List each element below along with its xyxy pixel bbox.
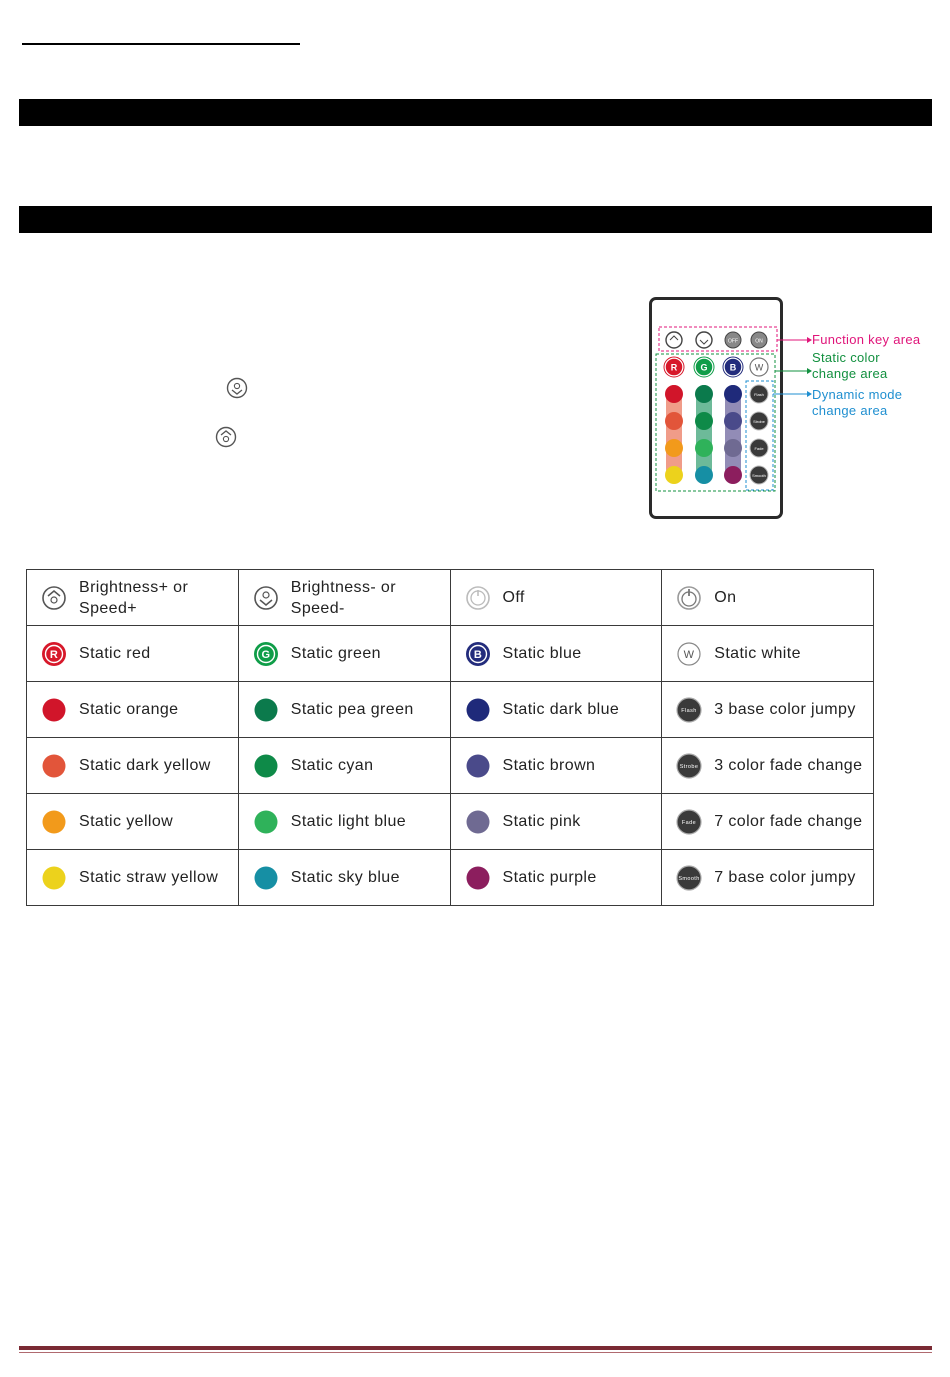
section-bar-2 [19, 206, 932, 233]
color-dot-icon [41, 865, 67, 891]
legend-label: Brightness- or Speed- [290, 578, 396, 617]
svg-text:W: W [683, 648, 695, 661]
legend-label: 3 base color jumpy [714, 701, 856, 718]
legend-cell [450, 738, 662, 794]
remote-r-label: R [670, 362, 678, 373]
legend-cell [238, 570, 450, 626]
green-g-icon [253, 641, 279, 667]
legend-label: Static cyan [290, 757, 374, 774]
legend-label: 7 base color jumpy [714, 869, 856, 886]
brightness-up-icon [41, 585, 67, 611]
svg-text:Smooth: Smooth [678, 875, 700, 882]
legend-cell [662, 570, 874, 626]
remote-key-yellow [665, 439, 683, 457]
remote-key-light-blue [695, 439, 713, 457]
strobe-icon [676, 753, 702, 779]
color-dot-icon [465, 809, 491, 835]
function-key-area-label: Function key area [812, 332, 921, 347]
legend-label: Static yellow [79, 813, 174, 830]
legend-label: Static light blue [290, 813, 407, 830]
legend-cell [450, 570, 662, 626]
brightness-up-inline-icon [215, 426, 237, 448]
remote-b-label: B [729, 362, 737, 373]
svg-text:R: R [49, 648, 59, 661]
legend-cell [27, 738, 239, 794]
remote-key-pink [724, 439, 742, 457]
fade-icon [676, 809, 702, 835]
legend-label: Static blue [502, 645, 582, 662]
remote-r-key [664, 357, 684, 377]
remote-flash-label: Flash [754, 392, 764, 397]
remote-b-key [723, 357, 743, 377]
color-dot-icon [253, 753, 279, 779]
legend-label: Static straw yellow [79, 869, 219, 886]
color-dot-icon [465, 753, 491, 779]
svg-text:Strobe: Strobe [679, 763, 699, 770]
remote-g-label: G [700, 362, 708, 373]
dynamic-mode-area-label: Dynamic mode change area [812, 387, 903, 418]
remote-fade-label: Fade [754, 446, 764, 451]
legend-label: Static red [79, 645, 151, 662]
remote-key-purple [724, 466, 742, 484]
header-rule [22, 43, 300, 45]
color-dot-icon [253, 697, 279, 723]
legend-cell [450, 850, 662, 906]
legend-cell [662, 850, 874, 906]
legend-row [27, 850, 874, 906]
remote-w-label: W [754, 362, 764, 373]
remote-off-key [725, 332, 741, 348]
remote-key-pea-green [695, 385, 713, 403]
section-bar-1 [19, 99, 932, 126]
remote-on-label: ON [755, 338, 763, 345]
color-dot-icon [465, 865, 491, 891]
static-color-area-label: Static color change area [812, 350, 888, 381]
legend-cell [450, 794, 662, 850]
legend-label: Static sky blue [290, 869, 400, 886]
remote-w-key [750, 358, 768, 376]
legend-cell [27, 626, 239, 682]
legend-cell [238, 738, 450, 794]
legend-cell [27, 570, 239, 626]
legend-cell [238, 850, 450, 906]
color-dot-icon [41, 753, 67, 779]
legend-label: Static dark yellow [79, 757, 211, 774]
color-dot-icon [253, 809, 279, 835]
svg-text:B: B [473, 648, 482, 661]
legend-row [27, 570, 874, 626]
legend-label: Static brown [502, 757, 596, 774]
flash-icon [676, 697, 702, 723]
red-r-icon [41, 641, 67, 667]
legend-cell [27, 682, 239, 738]
legend-label: Static green [290, 645, 381, 662]
color-dot-icon [253, 865, 279, 891]
remote-off-label: OFF [728, 338, 738, 345]
legend-label: 7 color fade change [714, 813, 863, 830]
legend-cell [27, 794, 239, 850]
legend-label: Static orange [79, 701, 179, 718]
legend-cell [450, 626, 662, 682]
remote-strobe-label: Strobe [753, 419, 765, 424]
remote-g-key [694, 357, 714, 377]
brightness-down-inline-icon [226, 377, 248, 399]
remote-brightness-up-key [666, 332, 682, 348]
remote-key-cyan [695, 412, 713, 430]
remote-smooth-key [750, 466, 768, 484]
off-icon [465, 585, 491, 611]
footer-rule [19, 1346, 932, 1350]
white-w-icon [676, 641, 702, 667]
remote-key-legend-table [26, 569, 874, 906]
legend-label: Static pink [502, 813, 581, 830]
remote-key-straw-yellow [665, 466, 683, 484]
legend-row [27, 682, 874, 738]
legend-row [27, 794, 874, 850]
remote-flash-key [750, 385, 768, 403]
legend-label: Static white [714, 645, 801, 662]
color-dot-icon [41, 697, 67, 723]
legend-cell [238, 682, 450, 738]
footer-rule-thin [19, 1352, 932, 1353]
smooth-icon [676, 865, 702, 891]
remote-on-key [751, 332, 767, 348]
legend-label: Static pea green [290, 701, 414, 718]
remote-key-sky-blue [695, 466, 713, 484]
brightness-down-icon [253, 585, 279, 611]
legend-row [27, 626, 874, 682]
remote-key-dark-blue [724, 385, 742, 403]
legend-cell [238, 626, 450, 682]
legend-cell [450, 682, 662, 738]
legend-row [27, 738, 874, 794]
remote-strobe-key [750, 412, 768, 430]
on-icon [676, 585, 702, 611]
legend-cell [27, 850, 239, 906]
remote-fade-key [750, 439, 768, 457]
remote-smooth-label: Smooth [752, 473, 766, 478]
svg-text:Flash: Flash [681, 707, 697, 714]
legend-label: Brightness+ or Speed+ [79, 578, 189, 617]
legend-cell [238, 794, 450, 850]
legend-label: Static purple [502, 869, 597, 886]
svg-text:G: G [261, 648, 271, 661]
legend-label: Off [502, 589, 525, 606]
legend-label: On [714, 589, 737, 606]
legend-label: 3 color fade change [714, 757, 863, 774]
remote-brightness-down-key [696, 332, 712, 348]
legend-cell [662, 738, 874, 794]
legend-cell [662, 682, 874, 738]
legend-label: Static dark blue [502, 701, 620, 718]
legend-cell [662, 626, 874, 682]
remote-key-orange [665, 385, 683, 403]
remote-key-brown [724, 412, 742, 430]
color-dot-icon [465, 697, 491, 723]
blue-b-icon [465, 641, 491, 667]
remote-key-dark-yellow [665, 412, 683, 430]
svg-text:Fade: Fade [682, 819, 697, 826]
color-dot-icon [41, 809, 67, 835]
legend-cell [662, 794, 874, 850]
